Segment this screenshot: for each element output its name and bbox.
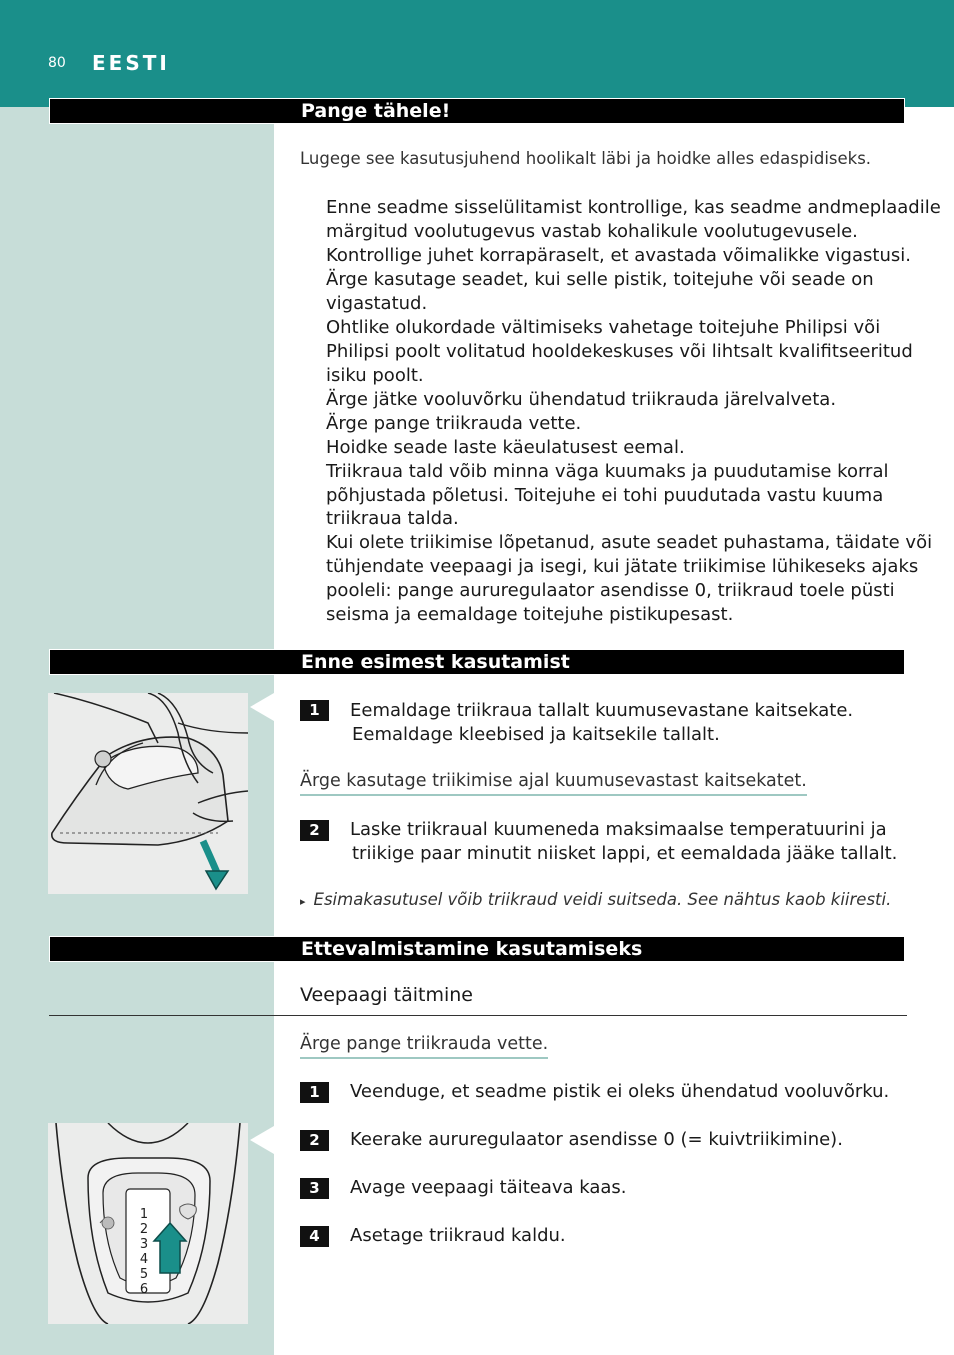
- step-number: 4: [300, 1226, 329, 1247]
- warning-line: isiku poolt.: [326, 365, 424, 386]
- section-bar-note: [49, 98, 905, 124]
- tip-line: [300, 888, 891, 914]
- step-text: Eemaldage triikraua tallalt kuumusevastane kaitsekate.: [350, 700, 854, 721]
- warning-line: Ärge kasutage seadet, kui selle pistik, toitejuhe või seade on: [326, 269, 874, 290]
- illustration-pointer: [250, 1126, 274, 1154]
- steam-dial-illustration: [48, 1123, 248, 1324]
- step-text: Veenduge, et seadme pistik ei oleks ühendatud vooluvõrku.: [350, 1081, 890, 1102]
- tip-bullet-icon: ▸: [300, 895, 306, 908]
- step-number: 1: [300, 1082, 329, 1103]
- step-number: 3: [300, 1178, 329, 1199]
- warning-line: tühjendate veepaagi ja isegi, kui jätate triikimise lühikeseks ajaks: [326, 556, 919, 577]
- dial-number: 5: [139, 1267, 149, 1282]
- section-bar-first-use: [49, 649, 905, 675]
- step-text: Eemaldage kleebised ja kaitsekile tallalt.: [352, 724, 720, 745]
- steam-dial-icon: [48, 1123, 248, 1324]
- warning-line: põhjustada põletusi. Toitejuhe ei tohi puudutada vastu kuuma: [326, 485, 884, 506]
- warning-line: triikraua talda.: [326, 508, 459, 529]
- warning-line: Philipsi poolt volitatud hooldekeskuses või lihtsalt kvalifitseeritud: [326, 341, 913, 362]
- step-text: Laske triikraual kuumeneda maksimaalse temperatuurini ja: [350, 819, 887, 840]
- step-number: 1: [300, 700, 329, 721]
- warning-line: märgitud voolutugevus vastab kohalikule voolutugevusele.: [326, 221, 858, 242]
- warning-line: pooleli: pange aururegulaator asendisse 0, triikraud toele püsti: [326, 580, 895, 601]
- page-number: 80: [48, 55, 66, 71]
- note-text: Ärge kasutage triikimise ajal kuumusevastast kaitsekatet.: [300, 770, 807, 796]
- tip-text: Esimakasutusel võib triikraud veidi suitseda. See nähtus kaob kiiresti.: [313, 890, 892, 909]
- language-label: EESTI: [92, 51, 170, 75]
- step-text: triikige paar minutit niisket lappi, et eemaldada jääke tallalt.: [352, 843, 898, 864]
- note-text: Ärge pange triikrauda vette.: [300, 1033, 548, 1059]
- warning-line: Enne seadme sisselülitamist kontrollige, kas seadme andmeplaadile: [326, 197, 941, 218]
- dial-number: 2: [139, 1222, 149, 1237]
- dial-number: 1: [139, 1207, 149, 1222]
- dial-number: 6: [139, 1282, 149, 1297]
- warning-line: Kontrollige juhet korrapäraselt, et avastada võimalikke vigastusi.: [326, 245, 911, 266]
- warning-line: Ärge jätke vooluvõrku ühendatud triikrauda järelvalveta.: [326, 389, 837, 410]
- step-text: Keerake aururegulaator asendisse 0 (= kuivtriikimine).: [350, 1129, 843, 1150]
- section-title-prep: Ettevalmistamine kasutamiseks: [301, 938, 643, 960]
- iron-illustration-icon: [48, 693, 248, 894]
- illustration-pointer: [250, 693, 274, 721]
- warning-line: Kui olete triikimise lõpetanud, asute seadet puhastama, täidate või: [326, 532, 933, 553]
- section-title-note: Pange tähele!: [301, 100, 451, 122]
- dial-number: 3: [139, 1237, 149, 1252]
- subsection-divider: [49, 1015, 907, 1016]
- step-text: Avage veepaagi täiteava kaas.: [350, 1177, 627, 1198]
- intro-text: Lugege see kasutusjuhend hoolikalt läbi ja hoidke alles edaspidiseks.: [300, 149, 872, 168]
- step-number: 2: [300, 820, 329, 841]
- step-text: Asetage triikraud kaldu.: [350, 1225, 566, 1246]
- dial-number: 4: [139, 1252, 149, 1267]
- warning-line: Ohtlike olukordade vältimiseks vahetage toitejuhe Philipsi või: [326, 317, 881, 338]
- warning-line: Triikraua tald võib minna väga kuumaks ja puudutamise korral: [326, 461, 889, 482]
- warning-line: seisma ja eemaldage toitejuhe pistikupesast.: [326, 604, 734, 625]
- warning-line: Ärge pange triikrauda vette.: [326, 413, 582, 434]
- section-title-first-use: Enne esimest kasutamist: [301, 651, 570, 673]
- subsection-title: Veepaagi täitmine: [300, 984, 473, 1006]
- warning-line: vigastatud.: [326, 293, 428, 314]
- step-number: 2: [300, 1130, 329, 1151]
- warning-line: Hoidke seade laste käeulatusest eemal.: [326, 437, 685, 458]
- section-bar-prep: [49, 936, 905, 962]
- iron-cover-illustration: [48, 693, 248, 894]
